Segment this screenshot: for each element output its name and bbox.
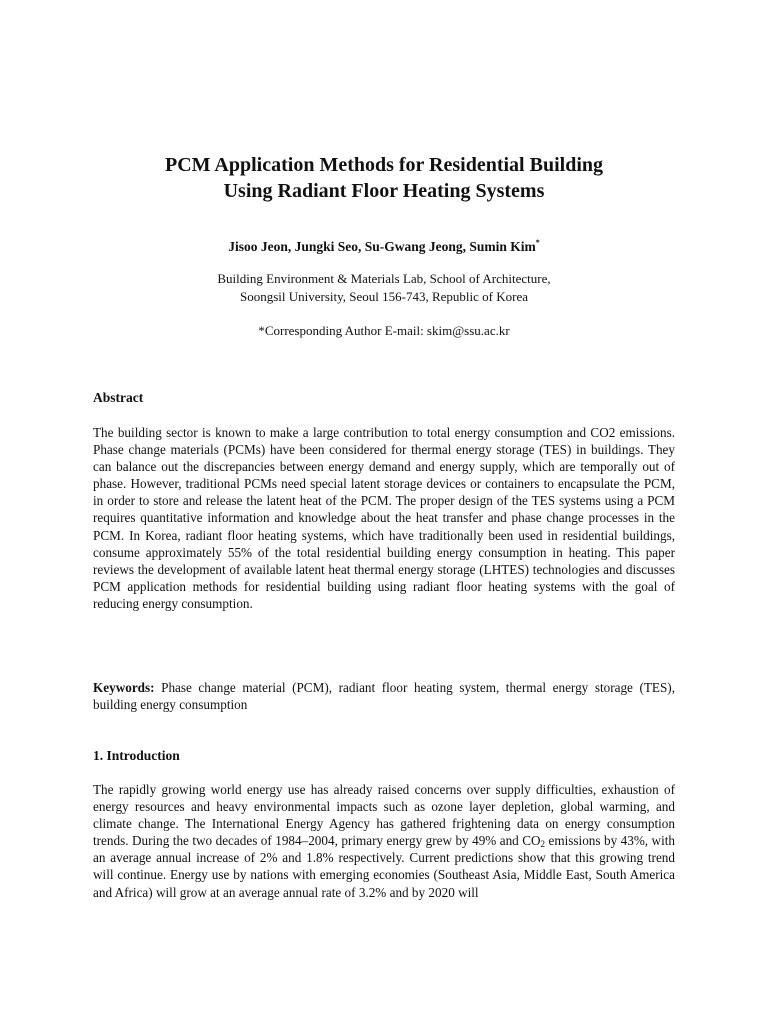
intro-text-part-2: emissions by 43%, with an average annual increase of 2% and 1.8% respectively. Current predictions show that this growing trend will continue. Energy use by nations with emerging economies (Southeast Asia, Middle East, South America and Africa) will grow at an average annual rate of 3.2% and by 2020 will xyxy=(93,833,675,900)
title-line-1: PCM Application Methods for Residential Building xyxy=(164,154,603,176)
abstract-heading: Abstract xyxy=(93,390,144,405)
affiliation xyxy=(60,270,708,306)
author-list xyxy=(60,234,708,256)
affiliation-line-2: Soongsil University, Seoul 156-743, Republic of Korea xyxy=(239,289,528,304)
affiliation-line-1: Building Environment & Materials Lab, School of Architecture, xyxy=(217,271,551,286)
title-line-2: Using Radiant Floor Heating Systems xyxy=(223,180,545,202)
abstract-text: The building sector is known to make a large contribution to total energy consumption and CO2 emissions. Phase change materials (PCMs) have been considered for thermal energy storage (TES) in buildings. They can balance out the discrepancies between energy demand and energy supply, which are temporally out of phase. However, traditional PCMs need special latent storage devices or containers to encapsulate the PCM, in order to store and release the latent heat of the PCM. The proper design of the TES systems using a PCM requires quantitative information and knowledge about the heat transfer and phase change processes in the PCM. In Korea, radiant floor heating systems, which have traditionally been used in residential buildings, consume approximately 55% of the total residential building energy consumption in heating. This paper reviews the development of available latent heat thermal energy storage (LHTES) technologies and discusses PCM application methods for residential building using radiant floor heating systems with the goal of reducing energy consumption. xyxy=(93,425,675,611)
introduction-heading: 1. Introduction xyxy=(93,748,180,763)
page-title xyxy=(60,152,708,204)
keywords-label: Keywords: xyxy=(93,680,155,695)
corresponding-email: *Corresponding Author E-mail: skim@ssu.ac.kr xyxy=(258,323,510,338)
corresponding-mark: * xyxy=(535,238,540,247)
keywords-text: Phase change material (PCM), radiant floor heating system, thermal energy storage (TES), building energy consumption xyxy=(93,680,675,713)
keywords xyxy=(93,679,675,713)
co2-subscript: 2 xyxy=(540,839,546,850)
introduction-text xyxy=(93,781,675,901)
intro-text-part-1: The rapidly growing world energy use has already raised concerns over supply difficulties, exhaustion of energy resources and heavy environmental impacts such as ozone layer depletion, global warming, and climate change. The International Energy Agency has gathered frightening data on energy consumption trends. During the two decades of 1984–2004, primary energy grew by 49% and CO xyxy=(93,782,675,849)
authors-text: Jisoo Jeon, Jungki Seo, Su-Gwang Jeong, Sumin Kim xyxy=(228,239,536,254)
